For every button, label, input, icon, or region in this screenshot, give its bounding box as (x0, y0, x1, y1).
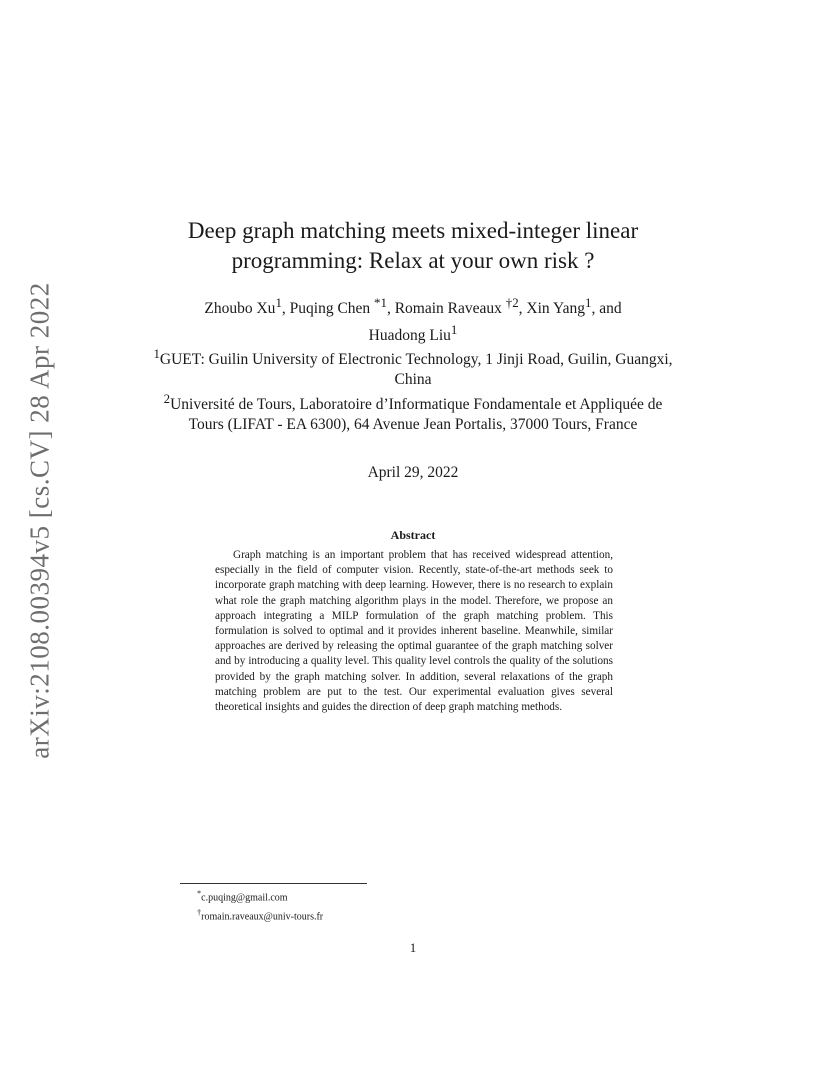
page-number: 1 (409, 940, 417, 955)
arxiv-identifier-stamp (20, 280, 60, 760)
footnote-text: romain.raveaux@univ-tours.fr (201, 911, 324, 923)
author-mark: †2 (505, 295, 519, 310)
footnote-1 (197, 887, 323, 906)
publication-date: April 29, 2022 (367, 464, 459, 481)
affiliation-text: Université de Tours, Laboratoire d’Informatique Fondamentale et Appliquée de Tours (LIFAT - EA 6300), 64 Avenue Jean Portalis, 37000 Tours, France (170, 396, 663, 433)
footnote-divider (180, 883, 367, 884)
author-name: Romain Raveaux (394, 300, 502, 318)
author-mark: 1 (450, 322, 458, 338)
abstract-body: Graph matching is an important problem that has received widespread attention, especially in the field of computer vision. Recently, state-of-the-art methods seek to incorporate graph matching with deep learning. However, there is no research to explain what role the graph matching algorithm plays in the model. Therefore, we propose an approach integrating a MILP formulation of the graph matching problem. This formulation is solved to optimal and it provides inherent baseline. Meanwhile, similar approaches are derived by releasing the optimal guarantee of the graph matching solver and by introducing a quality level. This quality level controls the quality of the solutions provided by the graph matching solver. In addition, several relaxations of the graph matching problem are put to the test. Our experimental evaluation gives several theoretical insights and guides the direction of deep graph matching methods. (215, 549, 613, 714)
footnote-text: c.puqing@gmail.com (201, 892, 288, 904)
author-mark: 1 (585, 295, 592, 310)
title-line-1: Deep graph matching meets mixed-integer linear (187, 218, 639, 243)
author-list: Zhoubo Xu$^1$, Puqing Chen $^{*1}$, Romain Raveaux $^{\dagger 2}$, Xin Yang$^1$, and Huadong Liu$^1$ (204, 295, 622, 345)
author-name: Puqing Chen (289, 300, 371, 318)
affiliations (150, 344, 676, 434)
footnote-2 (197, 906, 323, 925)
title-line-2: programming: Relax at your own risk ? (231, 248, 595, 273)
author-name: Huadong Liu (368, 327, 451, 345)
author-name: Xin Yang (526, 300, 585, 318)
affiliation-mark: 2 (163, 391, 171, 407)
affiliation-1 (150, 344, 676, 389)
footnote-mark: * (197, 889, 202, 898)
arxiv-identifier-text: arXiv:2108.00394v5 [cs.CV] 28 Apr 2022 (24, 281, 55, 759)
footnotes (197, 887, 323, 925)
author-name: Zhoubo Xu (204, 300, 276, 318)
affiliation-text: GUET: Guilin University of Electronic Technology, 1 Jinji Road, Guilin, Guangxi, China (159, 351, 673, 388)
footnote-mark: † (197, 907, 202, 917)
affiliation-mark: 1 (153, 346, 160, 361)
paper-title (150, 216, 676, 276)
author-mark: 1 (275, 295, 282, 310)
affiliation-2 (150, 389, 676, 434)
abstract-heading: Abstract (390, 528, 436, 542)
author-mark: *1 (374, 295, 387, 310)
